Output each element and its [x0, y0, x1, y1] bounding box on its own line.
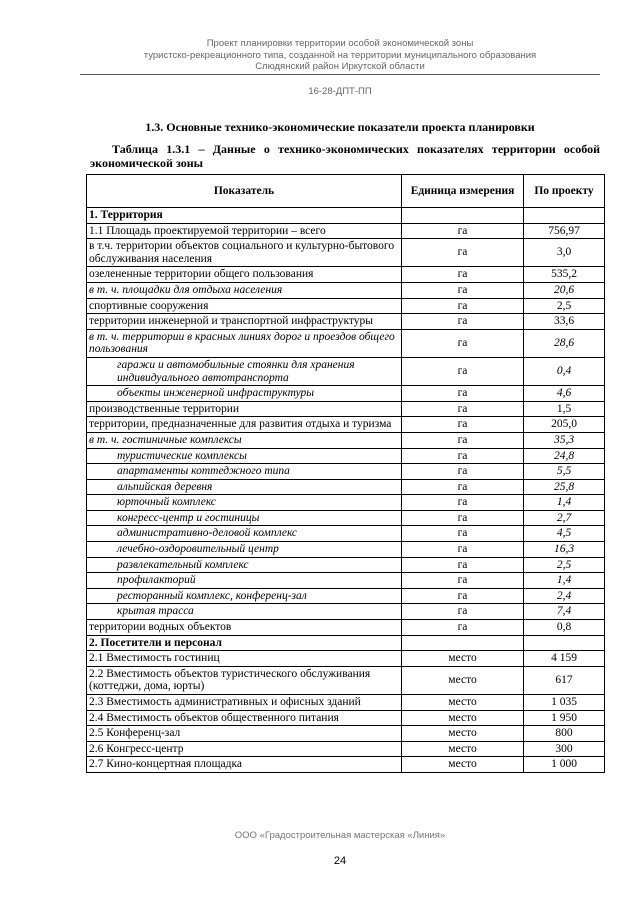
indicator-cell: 2.6 Конгресс-центр [87, 741, 402, 757]
unit-cell: га [402, 329, 524, 357]
value-cell: 800 [524, 726, 605, 742]
table-row [87, 329, 605, 357]
column-header-unit: Единица измерения [402, 175, 524, 208]
table-row [87, 267, 605, 283]
value-cell [524, 208, 605, 224]
unit-cell: га [402, 573, 524, 589]
indicator-cell: развлекательный комплекс [87, 557, 402, 573]
table-row [87, 464, 605, 480]
value-cell: 0,4 [524, 357, 605, 385]
table-header-row [87, 175, 605, 208]
value-cell: 7,4 [524, 604, 605, 620]
value-cell: 3,0 [524, 239, 605, 267]
header-line-1: Проект планировки территории особой экономической зоны [206, 38, 474, 49]
unit-cell: га [402, 401, 524, 417]
indicator-cell: территории, предназначенные для развития отдыха и туризма [87, 417, 402, 433]
unit-cell: место [402, 710, 524, 726]
indicator-cell: конгресс-центр и гостиницы [87, 510, 402, 526]
indicator-cell: спортивные сооружения [87, 298, 402, 314]
indicator-cell: в т. ч. гостиничные комплексы [87, 432, 402, 448]
unit-cell: га [402, 223, 524, 239]
value-cell: 1,4 [524, 495, 605, 511]
table-row [87, 695, 605, 711]
indicator-cell: крытая трасса [87, 604, 402, 620]
value-cell: 4,5 [524, 526, 605, 542]
unit-cell: га [402, 314, 524, 330]
unit-cell: га [402, 588, 524, 604]
footer-company: ООО «Градостроительная мастерская «Линия» [234, 830, 446, 841]
indicator-cell: в т. ч. территории в красных линиях дорог и проездов общего пользования [87, 329, 402, 357]
table-row [87, 710, 605, 726]
value-cell: 2,5 [524, 557, 605, 573]
indicator-cell: 2.5 Конференц-зал [87, 726, 402, 742]
header-line-3: Слюдянский район Иркутской области [255, 61, 425, 72]
unit-cell: место [402, 651, 524, 667]
value-cell: 300 [524, 741, 605, 757]
indicator-cell: 2.7 Кино-концертная площадка [87, 757, 402, 773]
table-row [87, 495, 605, 511]
value-cell: 756,97 [524, 223, 605, 239]
table-row [87, 542, 605, 558]
indicator-cell: 2.1 Вместимость гостиниц [87, 651, 402, 667]
table-row [87, 620, 605, 636]
indicator-cell: лечебно-оздоровительный центр [87, 542, 402, 558]
table-row [87, 223, 605, 239]
value-cell: 617 [524, 666, 605, 694]
indicator-cell: 2.3 Вместимость административных и офисных зданий [87, 695, 402, 711]
table-row [87, 573, 605, 589]
value-cell: 5,5 [524, 464, 605, 480]
document-code: 16-28-ДПТ-ПП [308, 86, 372, 97]
indicator-cell: ресторанный комплекс, конференц-зал [87, 588, 402, 604]
unit-cell: га [402, 417, 524, 433]
indicator-cell: территории инженерной и транспортной инфраструктуры [87, 314, 402, 330]
table-section-row [87, 635, 605, 651]
table-row [87, 417, 605, 433]
value-cell: 1,4 [524, 573, 605, 589]
header-line-2: туристско-рекреационного типа, созданной на территории муниципального образования [143, 49, 537, 61]
indicator-cell: 2. Посетители и персонал [87, 635, 402, 651]
table-row [87, 588, 605, 604]
table-row [87, 314, 605, 330]
value-cell: 33,6 [524, 314, 605, 330]
value-cell: 16,3 [524, 542, 605, 558]
indicator-cell: профилакторий [87, 573, 402, 589]
value-cell: 2,7 [524, 510, 605, 526]
value-cell: 24,8 [524, 448, 605, 464]
unit-cell: га [402, 432, 524, 448]
unit-cell: га [402, 357, 524, 385]
indicator-cell: гаражи и автомобильные стоянки для хранения индивидуального автотранспорта [87, 357, 402, 385]
unit-cell: место [402, 695, 524, 711]
table-row [87, 757, 605, 773]
running-header [80, 38, 600, 73]
indicator-cell: территории водных объектов [87, 620, 402, 636]
indicator-cell: административно-деловой комплекс [87, 526, 402, 542]
unit-cell: га [402, 448, 524, 464]
table-row [87, 557, 605, 573]
unit-cell: га [402, 620, 524, 636]
header-divider [80, 74, 600, 75]
indicator-cell: озелененные территории общего пользования [87, 267, 402, 283]
unit-cell: га [402, 526, 524, 542]
table-body [87, 208, 605, 773]
unit-cell: га [402, 282, 524, 298]
table-row [87, 526, 605, 542]
unit-cell: место [402, 757, 524, 773]
indicator-cell: в т. ч. площадки для отдыха населения [87, 282, 402, 298]
table-row [87, 282, 605, 298]
table-row [87, 357, 605, 385]
value-cell: 25,8 [524, 479, 605, 495]
value-cell: 4 159 [524, 651, 605, 667]
table-row [87, 239, 605, 267]
column-header-value: По проекту [524, 175, 605, 208]
indicator-cell: 2.2 Вместимость объектов туристического обслуживания (коттеджи, дома, юрты) [87, 666, 402, 694]
unit-cell: га [402, 479, 524, 495]
indicator-cell: объекты инженерной инфраструктуры [87, 386, 402, 402]
unit-cell: га [402, 557, 524, 573]
table-row [87, 479, 605, 495]
table-caption: Таблица 1.3.1 – Данные о технико-экономических показателях территории особой экономической зоны [90, 142, 600, 170]
unit-cell: место [402, 666, 524, 694]
table-row [87, 401, 605, 417]
indicator-cell: туристические комплексы [87, 448, 402, 464]
table-row [87, 726, 605, 742]
value-cell: 2,5 [524, 298, 605, 314]
value-cell [524, 635, 605, 651]
unit-cell: га [402, 464, 524, 480]
indicator-cell: 1. Территория [87, 208, 402, 224]
indicators-table [86, 174, 605, 773]
value-cell: 2,4 [524, 588, 605, 604]
value-cell: 28,6 [524, 329, 605, 357]
value-cell: 1 035 [524, 695, 605, 711]
table-row [87, 510, 605, 526]
value-cell: 35,3 [524, 432, 605, 448]
value-cell: 20,6 [524, 282, 605, 298]
unit-cell: га [402, 298, 524, 314]
unit-cell [402, 208, 524, 224]
value-cell: 0,8 [524, 620, 605, 636]
unit-cell [402, 635, 524, 651]
table-row [87, 651, 605, 667]
value-cell: 1 950 [524, 710, 605, 726]
unit-cell: га [402, 542, 524, 558]
unit-cell: место [402, 726, 524, 742]
section-title: 1.3. Основные технико-экономические показатели проекта планировки [145, 120, 535, 134]
indicator-cell: в т.ч. территории объектов социального и культурно-бытового обслуживания населения [87, 239, 402, 267]
indicator-cell: юрточный комплекс [87, 495, 402, 511]
table-row [87, 666, 605, 694]
unit-cell: га [402, 510, 524, 526]
table-row [87, 741, 605, 757]
indicator-cell: апартаменты коттеджного типа [87, 464, 402, 480]
table-row [87, 604, 605, 620]
page-number: 24 [333, 855, 347, 867]
value-cell: 205,0 [524, 417, 605, 433]
column-header-indicator: Показатель [87, 175, 402, 208]
table-row [87, 386, 605, 402]
unit-cell: га [402, 386, 524, 402]
indicator-cell: альпийская деревня [87, 479, 402, 495]
table-row [87, 432, 605, 448]
value-cell: 1,5 [524, 401, 605, 417]
value-cell: 4,6 [524, 386, 605, 402]
value-cell: 1 000 [524, 757, 605, 773]
unit-cell: га [402, 495, 524, 511]
table-row [87, 298, 605, 314]
unit-cell: га [402, 604, 524, 620]
unit-cell: га [402, 239, 524, 267]
unit-cell: место [402, 741, 524, 757]
indicator-cell: 2.4 Вместимость объектов общественного питания [87, 710, 402, 726]
value-cell: 535,2 [524, 267, 605, 283]
table-row [87, 448, 605, 464]
indicator-cell: 1.1 Площадь проектируемой территории – всего [87, 223, 402, 239]
indicator-cell: производственные территории [87, 401, 402, 417]
table-section-row [87, 208, 605, 224]
unit-cell: га [402, 267, 524, 283]
